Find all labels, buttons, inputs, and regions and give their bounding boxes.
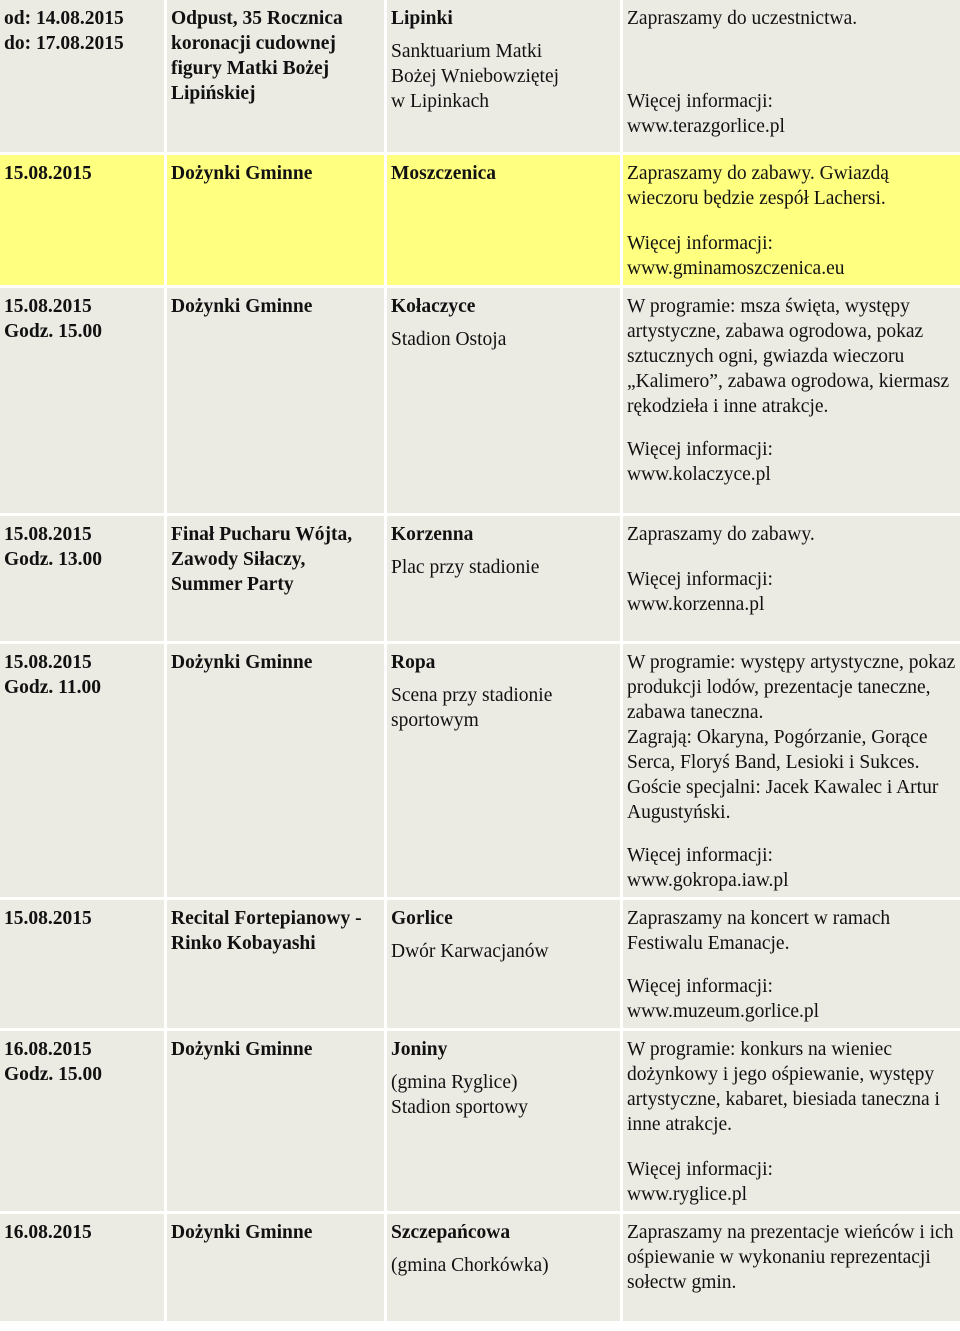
place-cell — [387, 288, 623, 516]
place-cell — [387, 155, 623, 288]
event-cell — [167, 0, 387, 155]
venue — [391, 555, 616, 580]
table-row — [0, 288, 960, 516]
event-title: Dożynki Gminne — [171, 1039, 313, 1060]
more-info-link[interactable]: www.kolaczyce.pl — [627, 464, 771, 485]
date-line: 15.08.2015 — [4, 652, 92, 673]
table-row — [0, 516, 960, 644]
date-cell — [0, 644, 167, 900]
event-title: Odpust, 35 Rocznica koronacji cudownej figury Matki Bożej Lipińskiej — [171, 8, 343, 104]
event-cell — [167, 644, 387, 900]
date-cell — [0, 288, 167, 516]
description-cell — [623, 0, 960, 155]
venue — [391, 1070, 616, 1120]
date-cell — [0, 1214, 167, 1324]
venue-line: Stadion sportowy — [391, 1097, 529, 1118]
event-cell — [167, 288, 387, 516]
place-cell — [387, 0, 623, 155]
date-line: Godz. 15.00 — [4, 1064, 103, 1085]
venue-line: Sanktuarium Matki — [391, 41, 543, 62]
date-cell — [0, 0, 167, 155]
date-line: do: 17.08.2015 — [4, 33, 124, 54]
date-line: 16.08.2015 — [4, 1039, 92, 1060]
event-cell — [167, 155, 387, 288]
place-name: Lipinki — [391, 8, 453, 29]
place-name: Moszczenica — [391, 163, 497, 184]
event-cell — [167, 1031, 387, 1214]
description-cell — [623, 155, 960, 288]
description: Zapraszamy na koncert w ramach Festiwalu Emanacje. — [627, 908, 891, 954]
more-info-link[interactable]: www.korzenna.pl — [627, 594, 765, 615]
venue-line: w Lipinkach — [391, 91, 490, 112]
description: Zapraszamy do zabawy. Gwiazdą wieczoru będzie zespół Lachersi. — [627, 163, 889, 209]
description: W programie: występy artystyczne, pokaz produkcji lodów, prezentacje taneczne, zabawa taneczna. — [627, 652, 956, 723]
more-info-label: Więcej informacji: — [627, 569, 773, 590]
date-cell — [0, 516, 167, 644]
place-cell — [387, 1031, 623, 1214]
event-title: Dożynki Gminne — [171, 163, 313, 184]
place-cell — [387, 516, 623, 644]
date-cell — [0, 1031, 167, 1214]
event-title: Recital Fortepianowy -Rinko Kobayashi — [171, 908, 362, 954]
place-name: Ropa — [391, 652, 436, 673]
venue-line: Scena przy stadionie — [391, 685, 553, 706]
description: Zagrają: Okaryna, Pogórzanie, Gorące Serca, Floryś Band, Lesioki i Sukces. Goście specjalni: Jacek Kawalec i Artur Augustyński. — [627, 727, 939, 823]
more-info-label: Więcej informacji: — [627, 91, 773, 112]
table-row — [0, 0, 960, 155]
more-info-label: Więcej informacji: — [627, 1159, 773, 1180]
venue-line: Plac przy stadionie — [391, 557, 540, 578]
venue — [391, 327, 616, 352]
date-line: od: 14.08.2015 — [4, 8, 124, 29]
event-title: Dożynki Gminne — [171, 1222, 313, 1243]
venue-line: Dwór Karwacjanów — [391, 941, 549, 962]
event-cell — [167, 1214, 387, 1324]
venue — [391, 939, 616, 964]
venue-line: Bożej Wniebowziętej — [391, 66, 560, 87]
table-row — [0, 155, 960, 288]
more-info-link[interactable]: www.gminamoszczenica.eu — [627, 258, 845, 279]
more-info-label: Więcej informacji: — [627, 845, 773, 866]
venue — [391, 683, 616, 733]
more-info-label: Więcej informacji: — [627, 976, 773, 997]
event-title: Dożynki Gminne — [171, 296, 313, 317]
description: Zapraszamy do uczestnictwa. — [627, 8, 858, 29]
description: W programie: msza święta, występy artystyczne, zabawa ogrodowa, pokaz sztucznych ogni, gwiazda wieczoru „Kalimero”, zabawa ogrodowa, kiermasz rękodzieła i inne atrakcje. — [627, 296, 950, 417]
more-info-label: Więcej informacji: — [627, 233, 773, 254]
date-line: Godz. 15.00 — [4, 321, 103, 342]
table-row — [0, 644, 960, 900]
description-cell — [623, 1214, 960, 1324]
description-cell — [623, 644, 960, 900]
date-line: Godz. 11.00 — [4, 677, 101, 698]
more-info-label: Więcej informacji: — [627, 439, 773, 460]
place-cell — [387, 644, 623, 900]
description: Zapraszamy do zabawy. — [627, 524, 815, 545]
more-info-link[interactable]: www.gokropa.iaw.pl — [627, 870, 789, 891]
place-name: Gorlice — [391, 908, 453, 929]
venue-line: Stadion Ostoja — [391, 329, 507, 350]
description: Zapraszamy na prezentacje wieńców i ich ośpiewanie w wykonaniu reprezentacji sołectw gmin. — [627, 1222, 954, 1293]
description: W programie: konkurs na wieniec dożynkowy i jego ośpiewanie, występy artystyczne, kabaret, biesiada taneczna i inne atrakcje. — [627, 1039, 940, 1135]
place-cell — [387, 900, 623, 1031]
more-info-link[interactable]: www.ryglice.pl — [627, 1184, 748, 1205]
table-row — [0, 1031, 960, 1214]
event-title: Finał Pucharu Wójta, Zawody Siłaczy, Summer Party — [171, 524, 353, 595]
description-cell — [623, 288, 960, 516]
venue — [391, 39, 616, 114]
table-row — [0, 1214, 960, 1324]
date-line: Godz. 13.00 — [4, 549, 103, 570]
place-cell — [387, 1214, 623, 1324]
date-line: 15.08.2015 — [4, 908, 92, 929]
place-name: Joniny — [391, 1039, 448, 1060]
date-cell — [0, 155, 167, 288]
venue-line: (gmina Chorkówka) — [391, 1255, 549, 1276]
date-line: 15.08.2015 — [4, 524, 92, 545]
more-info-link[interactable]: www.terazgorlice.pl — [627, 116, 785, 137]
event-title: Dożynki Gminne — [171, 652, 313, 673]
place-name: Szczepańcowa — [391, 1222, 511, 1243]
venue — [391, 1253, 616, 1278]
date-line: 16.08.2015 — [4, 1222, 92, 1243]
date-line: 15.08.2015 — [4, 163, 92, 184]
place-name: Kołaczyce — [391, 296, 476, 317]
place-name: Korzenna — [391, 524, 474, 545]
venue-line: sportowym — [391, 710, 479, 731]
table-row — [0, 900, 960, 1031]
date-cell — [0, 900, 167, 1031]
date-line: 15.08.2015 — [4, 296, 92, 317]
description-cell — [623, 900, 960, 1031]
description-cell — [623, 1031, 960, 1214]
venue-line: (gmina Ryglice) — [391, 1072, 518, 1093]
event-cell — [167, 900, 387, 1031]
event-cell — [167, 516, 387, 644]
description-cell — [623, 516, 960, 644]
more-info-link[interactable]: www.muzeum.gorlice.pl — [627, 1001, 820, 1022]
